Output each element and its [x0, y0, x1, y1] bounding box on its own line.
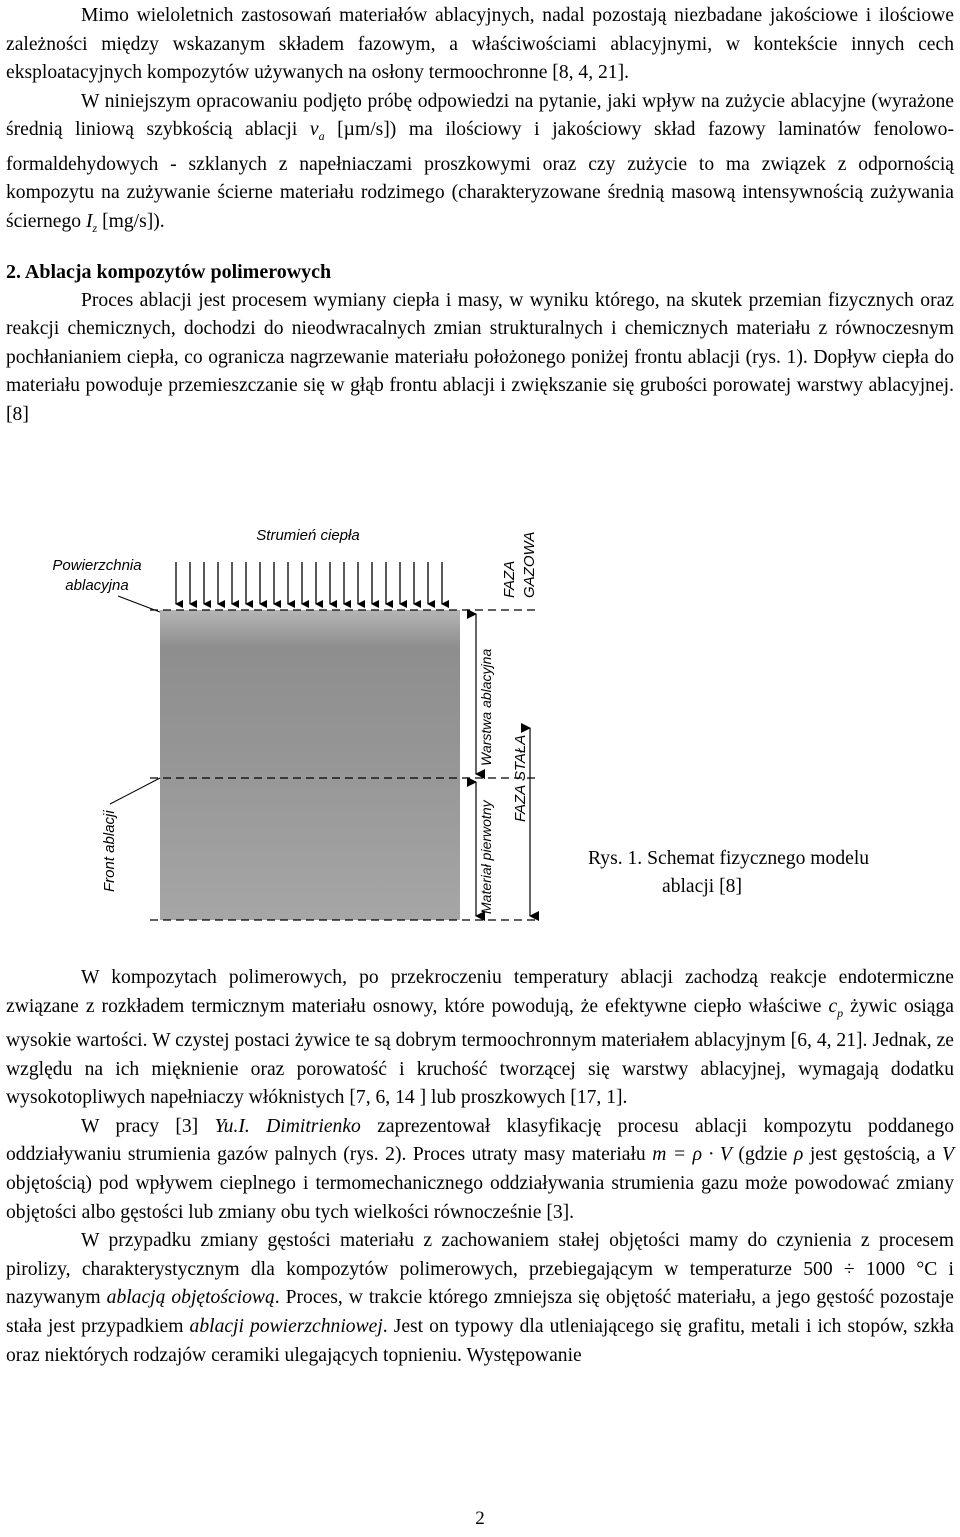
author-name: Yu.I. Dimitrienko: [214, 1115, 361, 1137]
body-p1-text-a: W kompozytach polimerowych, po przekroczeniu temperatury ablacji zachodzą reakcje endotermiczne związane z rozkładem termicznym materiału osnowy, które powodują, że efektywne ciepło właściwe: [6, 967, 954, 1017]
heat-flux-label: Strumień ciepła: [256, 527, 360, 544]
page-number: 2: [475, 1508, 485, 1529]
section-2-text: [6, 287, 954, 430]
symbol-va: $v_a$: [309, 119, 325, 144]
figure-1-caption-line-1: Rys. 1. Schemat fizycznego modelu: [588, 848, 870, 869]
body-paragraph-1: [6, 964, 954, 1113]
symbol-rho: ρ: [793, 1144, 804, 1166]
symbol-cp: $c_p$: [828, 995, 844, 1020]
ablation-front-leader: [110, 778, 160, 804]
figure-1-caption: [588, 845, 928, 901]
body-p2-text-b: zaprezentował klasyfikację procesu ablacji kompozytu poddanego oddziaływaniu strumienia gazów palnych (rys. 2). Proces utraty masy materiału: [6, 1115, 955, 1166]
gas-phase-label-1: FAZA: [501, 560, 518, 598]
body-p3-text-c: . Jest on typowy dla utleniającego się grafitu, metali i ich stopów, szkła oraz niektórych rodzajów ceramiki ulegających topnieniu. Występowanie: [6, 1316, 954, 1366]
material-block: [160, 610, 460, 920]
body-p2-text-c: (gdzie: [738, 1144, 788, 1166]
ablative-surface-label-2: ablacyjna: [65, 577, 129, 594]
virgin-material-label: Materiał pierwotny: [478, 800, 494, 914]
mass-formula: m = ρ · V: [652, 1144, 732, 1166]
body-p3-text-a: W przypadku zmiany gęstości materiału z zachowaniem stałej objętości mamy do czynienia z procesem pirolizy, charakterystycznym dla kompozytów polimerowych, przebiegającym w temperaturze 500 ÷ 1000 °C i nazywanym: [6, 1230, 954, 1309]
body-paragraph-3: [6, 1227, 954, 1370]
figure-1: [0, 510, 960, 940]
term-volumetric-ablation: ablacją objętościową: [106, 1287, 275, 1309]
body-text: [6, 964, 954, 1370]
body-p2-text-e: objętością) pod wpływem cieplnego i termomechanicznego oddziaływania strumienia gazu może powodować zmiany objętości albo gęstości lub zmiany obu tych wielkości równocześnie [3].: [6, 1173, 954, 1223]
intro-text: [6, 2, 954, 243]
ablation-front-label: Front ablacji: [101, 810, 118, 892]
body-paragraph-2: [6, 1113, 954, 1227]
gas-phase-label-2: GAZOWA: [521, 531, 538, 598]
body-p3-text-b: . Proces, w trakcie którego zmniejsza się objętość materiału, a jego gęstość pozostaje stała jest przypadkiem: [6, 1287, 954, 1338]
symbol-v: V: [942, 1144, 954, 1166]
intro-paragraph-2: [6, 88, 954, 243]
body-p2-text-a: W pracy [3]: [81, 1115, 199, 1137]
section-2-title: 2. Ablacja kompozytów polimerowych: [6, 261, 332, 283]
section-2: [6, 258, 954, 430]
intro-p2-text-c: [mg/s]).: [102, 211, 165, 233]
ablative-surface-label-1: Powierzchnia: [52, 557, 142, 574]
ablative-layer-label: Warstwa ablacyjna: [478, 648, 494, 766]
body-p2-text-d: jest gęstością, a: [809, 1144, 936, 1166]
term-surface-ablation: ablacji powierzchniowej: [189, 1316, 383, 1338]
heat-flux-arrows: [176, 562, 442, 604]
section-2-paragraph-1: Proces ablacji jest procesem wymiany ciepła i masy, w wyniku którego, na skutek przemian fizycznych oraz reakcji chemicznych, dochodzi do nieodwracalnych zmian strukturalnych i chemicznych materiału z równoczesnym pochłanianiem ciepła, co ogranicza nagrzewanie materiału położonego poniżej frontu ablacji (rys. 1). Dopływ ciepła do materiału powoduje przemieszczanie się w głąb frontu ablacji i zwiększanie się grubości porowatej warstwy ablacyjnej. [8]: [6, 289, 954, 425]
body-p1-text-b: żywic osiąga wysokie wartości. W czystej postaci żywice te są dobrym termoochronnym materiałem ablacyjnym [6, 4, 21]. Jednak, ze względu na ich mięknienie oraz porowatość i kruchość tworzącej się warstwy ablacyjnej, wymagają dodatku wysokotopliwych napełniaczy włóknistych [7, 6, 14 ] lub proszkowych [17, 1].: [6, 995, 954, 1109]
symbol-iz: $I_z$: [85, 211, 98, 235]
intro-p2-text-b: [µm/s]) ma ilościowy i jakościowy skład fazowy laminatów fenolowo-formaldehydowych - szklanych z napełniaczami proszkowymi oraz czy zużycie to ma związek z odpornością kompozytu na zużywanie ścierne materiału rodzimego (charakteryzowane średnią masową intensywnością zużywania ściernego: [6, 119, 954, 233]
intro-p2-text-a: W niniejszym opracowaniu podjęto próbę odpowiedzi na pytanie, jaki wpływ na zużycie ablacyjne (wyrażone średnią liniową szybkością ablacji: [6, 90, 954, 141]
solid-phase-label: FAZA STAŁA: [512, 734, 529, 822]
intro-paragraph-1: Mimo wieloletnich zastosowań materiałów ablacyjnych, nadal pozostają niezbadane jakościowe i ilościowe zależności między wskazanym składem fazowym, a właściwościami ablacyjnymi, w kontekście innych cech eksploatacyjnych kompozytów używanych na osłony termoochronne [8, 4, 21].: [6, 5, 954, 84]
figure-1-caption-line-2: ablacji [8]: [662, 876, 742, 897]
